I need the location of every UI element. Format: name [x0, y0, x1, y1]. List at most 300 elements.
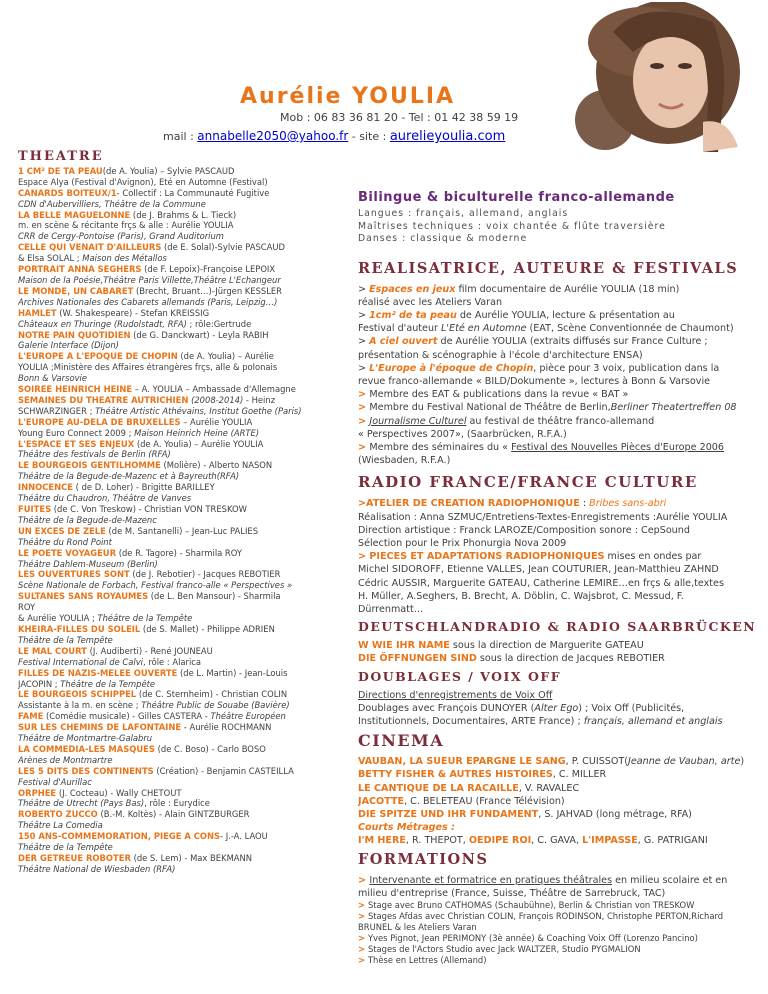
- item-title: PORTRAIT ANNA SEGHERS: [18, 264, 142, 275]
- item-text: , V. RAVALEC: [518, 782, 580, 794]
- item-text: (de C. Sternheim) - Christian COLIN: [136, 689, 288, 700]
- formation-stage-line: [358, 944, 758, 955]
- theatre-line: [18, 166, 348, 177]
- item-title: Espaces en jeux: [369, 283, 456, 295]
- theatre-line: [18, 220, 348, 231]
- item-text: Sélection pour le Prix Phonurgia Nova 2009: [358, 537, 567, 549]
- item-text: sous la direction de Marguerite GATEAU: [449, 640, 644, 652]
- item-text: (de R. Tagore) - Sharmila ROY: [116, 547, 243, 558]
- formation-stage-line: [358, 911, 758, 922]
- item-text: (de L. Martin) - Jean-Louis: [177, 667, 288, 678]
- realisatrice-line: [358, 415, 758, 428]
- theatre-line: [18, 657, 348, 668]
- item-text: Institutionnels, Documentaires, ARTE France) ;: [358, 715, 584, 727]
- radio-line: [358, 524, 758, 537]
- item-title: DIE SPITZE UND IHR FUNDAMENT: [358, 809, 539, 820]
- theatre-heading: THEATRE: [18, 149, 104, 164]
- item-title: LES 5 DITS DES CONTINENTS: [18, 765, 154, 776]
- cinema-line: [358, 821, 758, 834]
- theatre-line: [18, 722, 348, 733]
- item-title: LE BOURGEOIS SCHIPPEL: [18, 689, 137, 700]
- email-link[interactable]: annabelle2050@yahoo.fr: [197, 129, 349, 143]
- item-text: Alter Ego: [534, 702, 579, 714]
- item-text: sous la direction de Jacques REBOTIER: [476, 653, 665, 665]
- theatre-line: [18, 340, 348, 351]
- item-text: milieu d'entreprise (France, Suisse, Théâtre de Sarrebruck, TAC): [358, 887, 666, 899]
- item-text: Maison Heinrich Heine (ARTE): [134, 427, 260, 438]
- theatre-line: [18, 493, 348, 504]
- item-text: Galerie Interface (Dijon): [18, 340, 119, 351]
- item-title: FILLES DE NAZIS-MELEE OUVERTE: [18, 667, 178, 678]
- item-text: (J. Cocteau) - Wally CHETOUT: [56, 787, 182, 798]
- item-text: Théâtre de la Tempête: [18, 634, 113, 645]
- radio-list: [358, 497, 758, 616]
- item-text: (de L. Ben Mansour) - Sharmila: [148, 591, 281, 602]
- item-text: , P. CUISSOT(: [565, 756, 629, 768]
- item-text: ) ; Voix Off (Publicités,: [578, 702, 685, 714]
- item-title: CANARDS BOITEUX/1: [18, 187, 117, 198]
- item-title: INNOCENCE: [18, 482, 73, 493]
- item-title: UN EXCES DE ZELE: [18, 525, 106, 536]
- theatre-line: [18, 210, 348, 221]
- item-title: NOTRE PAIN QUOTIDIEN: [18, 329, 131, 340]
- bilingue-list: [358, 208, 758, 246]
- realisatrice-heading: REALISATRICE, AUTEURE & FESTIVALS: [358, 259, 739, 277]
- item-title: DER GETREUE ROBOTER: [18, 853, 131, 863]
- radio-heading: RADIO FRANCE/FRANCE CULTURE: [358, 473, 698, 492]
- item-text: CDN d'Aubervilliers, Théâtre de la Commune: [18, 198, 206, 209]
- item-text: CRR de Cergy-Pontoise (Paris), Grand Auditorium: [18, 231, 224, 242]
- item-text: Bonn & Varsovie: [18, 373, 88, 384]
- theatre-line: [18, 395, 348, 406]
- item-title: LE POETE VOYAGEUR: [18, 547, 117, 558]
- theatre-line: [18, 449, 348, 460]
- item-text: Michel SIDOROFF, Etienne VALLES, Jean COUTURIER, Jean-Matthieu ZAHND: [358, 564, 719, 576]
- theatre-line: [18, 373, 348, 384]
- item-text: de Aurélie YOULIA, lecture & présentation au: [456, 309, 675, 321]
- item-text: ROY: [18, 602, 36, 613]
- item-text: (de S. Lem) - Max BEKMANN: [130, 853, 253, 863]
- item-title: LES OUVERTURES SONT: [18, 569, 130, 580]
- theatre-line: [18, 199, 348, 210]
- item-title: W WIE IHR NAME: [358, 640, 450, 652]
- item-text: Châteaux en Thuringe (Rudolstadt, RFA): [18, 318, 187, 329]
- item-title: SOIREE HEINRICH HEINE: [18, 384, 133, 395]
- item-text: & Elsa SOLAL ;: [18, 253, 83, 264]
- item-text: Berliner Theatertreffen 08: [610, 402, 737, 414]
- item-title: ORPHEE: [18, 787, 57, 798]
- item-text: >: [358, 336, 370, 348]
- item-text: - J.-A. LAOU: [220, 831, 268, 842]
- item-text: au festival de théâtre franco-allemand: [466, 415, 655, 427]
- item-text: Dürrenmatt…: [358, 603, 424, 615]
- cinema-line: [358, 755, 758, 768]
- theatre-line: [18, 842, 348, 853]
- theatre-line: [18, 798, 348, 809]
- bullet-marker: >: [358, 900, 368, 911]
- theatre-line: [18, 384, 348, 395]
- theatre-line: [18, 777, 348, 788]
- theatre-section: [18, 149, 348, 875]
- bullet-marker: >: [358, 944, 368, 955]
- skill-languages: Langues : français, allemand, anglais: [358, 208, 569, 219]
- theatre-line: [18, 744, 348, 755]
- deutschland-line: [358, 652, 758, 665]
- item-text: >: [358, 309, 370, 321]
- item-text: ): [740, 756, 745, 768]
- cinema-line: [358, 768, 758, 781]
- item-title: OEDIPE ROI: [468, 835, 532, 847]
- cinema-heading: CINEMA: [358, 731, 445, 751]
- item-title: >: [358, 402, 370, 414]
- item-title: CELLE QUI VENAIT D'AILLEURS: [18, 242, 162, 253]
- item-title: DIE ÖFFNUNGEN SIND: [358, 653, 477, 665]
- item-text: JACOPIN ;: [18, 678, 61, 689]
- item-text: ( de D. Loher) - Brigitte BARILLEY: [73, 482, 215, 493]
- item-title: SEMAINES DU THEATRE AUTRICHIEN: [18, 394, 189, 405]
- doublages-list: [358, 689, 758, 729]
- item-text: Directions d'enregistrements de Voix Off: [358, 689, 553, 701]
- item-title: VAUBAN, LA SUEUR EPARGNE LE SANG: [358, 756, 566, 768]
- theatre-line: [18, 820, 348, 831]
- item-text: Young Euro Connect 2009 ;: [18, 427, 135, 438]
- item-title: Courts Métrages :: [358, 822, 455, 834]
- theatre-line: [18, 297, 348, 308]
- item-text: ; rôle:Gertrude: [186, 318, 252, 329]
- item-title: >: [358, 389, 370, 401]
- theatre-line: [18, 319, 348, 330]
- item-text: & Aurélie YOULIA ;: [18, 613, 98, 624]
- cinema-line: [358, 782, 758, 795]
- item-text: (B.-M. Koltès) - Alain GINTZBURGER: [97, 809, 250, 820]
- item-text: (J. Audiberti) - René JOUNEAU: [86, 645, 213, 656]
- theatre-line: [18, 613, 348, 624]
- theatre-line: [18, 504, 348, 515]
- item-title: >: [358, 415, 370, 427]
- item-text: revue franco-allemande « BILD/Dokumente », lectures à Bonn & Varsovie: [358, 375, 711, 387]
- item-title: L'ESPACE ET SES ENJEUX: [18, 438, 135, 449]
- theatre-line: [18, 526, 348, 537]
- item-title: SULTANES SANS ROYAUMES: [18, 591, 149, 602]
- radio-line: [358, 603, 758, 616]
- item-text: Théâtre du Rond Point: [18, 536, 112, 547]
- item-text: L'Eté en Automne: [441, 323, 527, 335]
- item-text: (de M. Santanelli) – Jean-Luc PALIES: [105, 525, 259, 536]
- skill-techniques: Maîtrises techniques : voix chantée & flûte traversière: [358, 220, 666, 232]
- item-text: (de J. Brahms & L. Tieck): [130, 209, 237, 220]
- item-text: Festival d'auteur: [358, 323, 442, 335]
- theatre-line: [18, 700, 348, 711]
- item-title: 1cm² de ta peau: [369, 309, 457, 321]
- radio-line: [358, 563, 758, 576]
- radio-line: [358, 537, 758, 550]
- item-text: en milieu scolaire et en: [612, 874, 728, 886]
- formations-heading: FORMATIONS: [358, 850, 489, 868]
- item-text: Théâtre National de Wiesbaden (RFA): [18, 863, 176, 874]
- doublages-heading: DOUBLAGES / VOIX OFF: [358, 668, 562, 684]
- item-title: KHEIRA-FILLES DU SOLEIL: [18, 623, 141, 634]
- item-text: Intervenante et formatrice en pratiques théâtrales: [369, 874, 613, 886]
- theatre-line: [18, 548, 348, 559]
- theatre-line: [18, 766, 348, 777]
- item-text: (EAT, Scène Conventionnée de Chaumont): [526, 323, 734, 335]
- deutschland-list: [358, 639, 758, 665]
- item-text: Théâtre Européen: [210, 711, 286, 722]
- item-title: LE MONDE, UN CABARET: [18, 285, 134, 296]
- item-text: présentation & scénographie à l'école d'architecture ENSA): [358, 349, 643, 361]
- theatre-line: [18, 591, 348, 602]
- item-title: BETTY FISHER & AUTRES HISTOIRES: [358, 769, 553, 781]
- cinema-line: [358, 834, 758, 847]
- contact-line: [163, 129, 505, 144]
- doublages-line: [358, 689, 758, 702]
- stage-text: Stages Afdas avec Christian COLIN, François RODINSON, Christophe PERTON,Richard: [367, 911, 724, 922]
- theatre-line: [18, 537, 348, 548]
- item-text: Théâtre Dahlem-Museum (Berlin): [18, 558, 158, 569]
- item-text: Théâtre du Chaudron, Théâtre de Vanves: [18, 493, 192, 504]
- item-title: SUR LES CHEMINS DE LAFONTAINE: [18, 722, 182, 733]
- item-text: (de C. Boso) - Carlo BOSO: [154, 743, 266, 754]
- item-title: L'IMPASSE: [582, 835, 638, 847]
- theatre-line: [18, 569, 348, 580]
- item-text: , C. MILLER: [552, 769, 607, 781]
- theatre-line: [18, 275, 348, 286]
- realisatrice-line: [358, 441, 758, 454]
- item-text: Théâtre de la Tempête: [97, 613, 193, 624]
- item-title: HAMLET: [18, 307, 57, 318]
- doublages-line: [358, 702, 758, 715]
- formation-stage-line: [358, 955, 758, 966]
- item-text: (de S. Mallet) - Philippe ADRIEN: [140, 623, 275, 634]
- theatre-line: [18, 515, 348, 526]
- realisatrice-line: [358, 375, 758, 388]
- item-text: français, allemand et anglais: [583, 715, 723, 727]
- website-link[interactable]: aurelieyoulia.com: [389, 129, 506, 144]
- item-text: YOULIA ;Ministère des Affaires étrangères frçs, alle & polonais: [18, 362, 278, 373]
- bullet-marker: >: [358, 955, 368, 966]
- theatre-line: [18, 264, 348, 275]
- item-text: (de A. Youlia) – Aurélie: [177, 351, 274, 362]
- stage-text: Thèse en Lettres (Allemand): [367, 955, 487, 966]
- theatre-line: [18, 242, 348, 253]
- realisatrice-line: [358, 296, 758, 309]
- formation-stage-line: [358, 933, 758, 944]
- item-title: > PIECES ET ADAPTATIONS RADIOPHONIQUES: [358, 551, 605, 563]
- item-text: Théâtre de la Begude-de-Mazenc: [18, 514, 157, 525]
- item-text: (Molière) - Alberto NASON: [160, 460, 273, 471]
- realisatrice-line: [358, 428, 758, 441]
- item-title: LA BELLE MAGUELONNE: [18, 209, 131, 220]
- item-text: (Wiesbaden, R.F.A.): [358, 455, 451, 467]
- item-title: >: [358, 441, 370, 453]
- item-text: réalisé avec les Ateliers Varan: [358, 296, 503, 308]
- theatre-line: [18, 668, 348, 679]
- candidate-name: Aurélie YOULIA: [240, 84, 456, 109]
- formations-stages-list: [358, 900, 758, 966]
- item-title: L'Europe à l'époque de Chopin: [369, 362, 534, 374]
- theatre-line: [18, 580, 348, 591]
- item-text: Assistante à la m. en scène ;: [18, 700, 142, 711]
- theatre-line: [18, 755, 348, 766]
- item-text: :: [579, 498, 590, 510]
- item-text: Théâtre de la Tempête: [60, 678, 156, 689]
- item-text: Théâtre Artistic Athévains, Institut Goethe (Paris): [95, 405, 302, 416]
- item-title: FAME: [18, 711, 44, 722]
- theatre-line: [18, 428, 348, 439]
- theatre-line: [18, 602, 348, 613]
- item-text: (de C. Von Treskow) - Christian VON TRESKOW: [51, 504, 247, 514]
- theatre-line: [18, 853, 348, 864]
- theatre-line: [18, 864, 348, 875]
- item-title: ROBERTO ZUCCO: [18, 809, 98, 820]
- theatre-line: [18, 439, 348, 450]
- item-text: Arènes de Montmartre: [18, 754, 113, 765]
- item-text: (de J. Rebotier) - Jacques REBOTIER: [129, 569, 281, 580]
- item-title: >: [358, 874, 370, 886]
- item-text: (W. Shakespeare) - Stefan KREISSIG: [56, 307, 210, 318]
- item-text: Direction artistique : Franck LAROZE/Composition sonore : CepSound: [358, 524, 690, 536]
- doublages-line: [358, 715, 758, 728]
- item-text: , rôle : Alarica: [143, 656, 202, 667]
- deutschland-line: [358, 639, 758, 652]
- realisatrice-list: [358, 283, 758, 468]
- item-text: de Aurélie YOULIA (extraits diffusés sur France Culture ;: [437, 336, 708, 348]
- item-title: LE BOURGEOIS GENTILHOMME: [18, 460, 161, 471]
- theatre-line: [18, 559, 348, 570]
- item-title: LE CANTIQUE DE LA RACAILLE: [358, 782, 519, 794]
- radio-line: [358, 550, 758, 563]
- item-title: >ATELIER DE CREATION RADIOPHONIQUE: [358, 498, 580, 510]
- item-text: Théâtre La Comedia: [18, 820, 103, 831]
- realisatrice-line: [358, 309, 758, 322]
- radio-line: [358, 577, 758, 590]
- item-text: (de E. Solal)-Sylvie PASCAUD: [161, 242, 285, 253]
- theatre-line: [18, 831, 348, 842]
- item-text: Espace Alya (Festival d'Avignon), Eté en Automne (Festival): [18, 176, 268, 187]
- item-text: (Brecht, Bruant…)-Jürgen KESSLER: [133, 285, 282, 296]
- item-text: Théâtre de Montmartre-Galabru: [18, 733, 153, 744]
- stage-text: BRUNEL & les Ateliers Varan: [358, 922, 477, 933]
- item-text: m. en scène & récitante frçs & alle : Aurélie YOULIA: [18, 220, 234, 231]
- phone-numbers: Mob : 06 83 36 81 20 - Tel : 01 42 38 59 19: [280, 111, 519, 124]
- theatre-line: [18, 417, 348, 428]
- item-text: (de A. Youlia) – Aurélie YOULIA: [134, 438, 264, 449]
- item-text: Festival des Nouvelles Pièces d'Europe 2006: [511, 441, 725, 453]
- theatre-line: [18, 253, 348, 264]
- theatre-line: [18, 362, 348, 373]
- item-text: Journalisme Culturel: [369, 415, 467, 427]
- header: [0, 0, 768, 160]
- item-text: - Heinz: [243, 394, 276, 405]
- theatre-line: [18, 351, 348, 362]
- item-text: >: [358, 283, 370, 295]
- theatre-line: [18, 471, 348, 482]
- item-text: Doublages avec François DUNOYER (: [358, 702, 535, 714]
- theatre-line: [18, 460, 348, 471]
- theatre-line: [18, 308, 348, 319]
- radio-line: [358, 497, 758, 510]
- radio-line: [358, 511, 758, 524]
- item-title: L'EUROPE A L'EPOQUE DE CHOPIN: [18, 351, 178, 362]
- item-text: Théâtre de la Begude-de-Mazenc et à Bayreuth(RFA): [18, 471, 240, 482]
- item-text: Théâtre de Utrecht (Pays Bas): [18, 798, 145, 809]
- theatre-line: [18, 679, 348, 690]
- item-text: Membre du Festival National de Théâtre de Berlin,: [369, 402, 611, 414]
- mail-label: mail :: [163, 130, 198, 143]
- item-title: 150 ANS-COMMEMORATION, PIEGE A CONS: [18, 831, 221, 842]
- item-text: Bribes sans-abri: [589, 498, 667, 510]
- theatre-line: [18, 635, 348, 646]
- theatre-line: [18, 286, 348, 297]
- theatre-line: [18, 231, 348, 242]
- item-text: « Perspectives 2007», (Saarbrücken, R.F.A.): [358, 428, 567, 440]
- item-text: Festival d'Aurillac: [18, 776, 92, 787]
- bullet-marker: >: [358, 911, 368, 922]
- item-text: (de F. Lepoix)-Françoise LEPOIX: [141, 264, 276, 275]
- cinema-line: [358, 795, 758, 808]
- formation-stage-line: [358, 900, 758, 911]
- theatre-line: [18, 330, 348, 341]
- realisatrice-line: [358, 322, 758, 335]
- radio-line: [358, 590, 758, 603]
- item-text: (2008-2014): [188, 394, 244, 405]
- theatre-line: [18, 188, 348, 199]
- theatre-line: [18, 177, 348, 188]
- item-text: >: [358, 362, 370, 374]
- item-text: Maison des Métallos: [82, 253, 167, 264]
- theatre-line: [18, 733, 348, 744]
- stage-text: Stages de l'Actors Studio avec Jack WALTZER, Studio PYGMALION: [367, 944, 641, 955]
- realisatrice-line: [358, 335, 758, 348]
- cinema-list: [358, 755, 758, 847]
- formation-stage-line: [358, 922, 758, 933]
- item-title: JACOTTE: [358, 795, 405, 807]
- realisatrice-line: [358, 454, 758, 467]
- theatre-line: [18, 809, 348, 820]
- item-text: (Comédie musicale) - Gilles CASTERA -: [43, 711, 211, 722]
- theatre-line: [18, 646, 348, 657]
- bilingue-heading: Bilingue & biculturelle franco-allemande: [358, 190, 675, 205]
- realisatrice-line: [358, 388, 758, 401]
- item-text: , C. GAVA,: [531, 835, 583, 847]
- item-text: , R. THEPOT,: [405, 835, 469, 847]
- stage-text: Yves Pignot, Jean PERIMONY (3è année) & Coaching Voix Off (Lorenzo Pancino): [367, 933, 698, 944]
- cinema-line: [358, 808, 758, 821]
- item-text: - Collectif : La Communauté Fugitive: [116, 187, 270, 198]
- item-text: – A. YOULIA – Ambassade d'Allemagne: [132, 384, 296, 395]
- theatre-line: [18, 711, 348, 722]
- item-text: - Aurélie ROCHMANN: [181, 722, 272, 733]
- formations-line: [358, 887, 758, 900]
- site-label: - site :: [348, 130, 390, 143]
- formations-list: [358, 874, 758, 900]
- realisatrice-line: [358, 349, 758, 362]
- item-text: Festival International de Calvi: [18, 656, 144, 667]
- stage-text: Stage avec Bruno CATHOMAS (Schaubühne), Berlin & Christian von TRESKOW: [367, 900, 695, 911]
- item-text: (de G. Danckwart) - Leyla RABIH: [130, 329, 269, 340]
- bullet-marker: >: [358, 933, 368, 944]
- item-text: , G. PATRIGANI: [637, 835, 708, 847]
- item-title: LA COMMEDIA-LES MASQUES: [18, 743, 155, 754]
- realisatrice-line: [358, 283, 758, 296]
- theatre-list: [18, 166, 348, 875]
- realisatrice-line: [358, 401, 758, 414]
- portrait-photo: [553, 2, 748, 152]
- item-text: Théâtre de la Tempête: [18, 842, 113, 853]
- theatre-line: [18, 788, 348, 799]
- item-text: H. Müller, A.Seghers, B. Brecht, A. Döblin, C. Wajsbrot, C. Messud, F.: [358, 590, 684, 602]
- item-text: – Aurélie YOULIA: [180, 416, 253, 427]
